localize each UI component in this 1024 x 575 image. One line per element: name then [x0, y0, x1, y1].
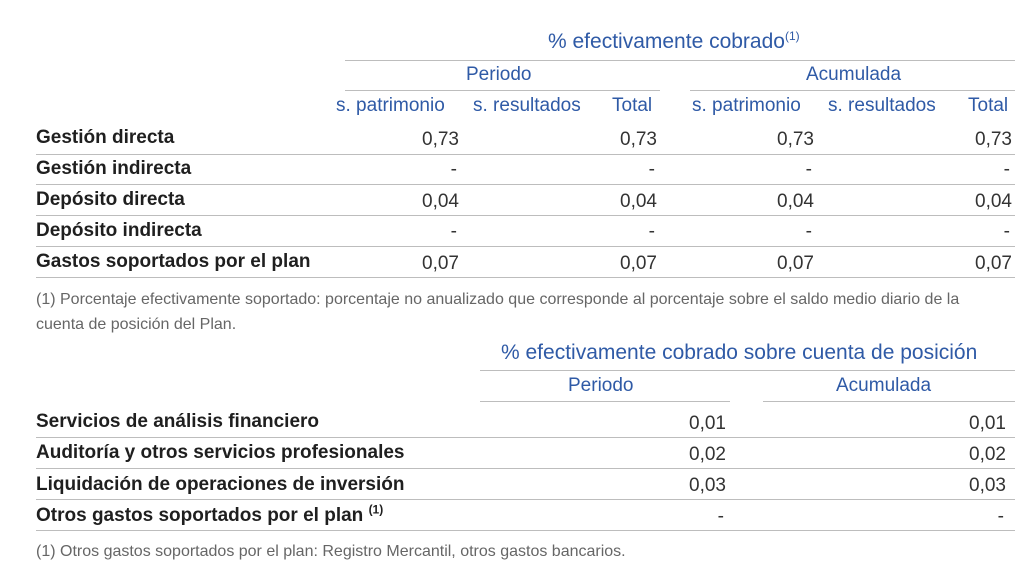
table1-cell: -: [648, 221, 655, 242]
table2-cell: 0,03: [689, 475, 726, 496]
table1-group-acumulada: Acumulada: [806, 64, 902, 85]
table2-cell: 0,03: [969, 475, 1006, 496]
table2-group-rule-periodo: [480, 401, 730, 402]
table1-row-label: Gastos soportados por el plan: [36, 251, 311, 272]
table2-cell: -: [997, 506, 1004, 527]
table1-row-label: Gestión indirecta: [36, 158, 192, 179]
table1-group-periodo: Periodo: [466, 64, 532, 85]
table1-cell: -: [1003, 221, 1010, 242]
table1-col-resultados-acumulada: s. resultados: [828, 95, 936, 116]
table1-col-total-acumulada: Total: [968, 95, 1009, 116]
table1-cell: 0,07: [975, 253, 1012, 274]
table1-row-label: Depósito indirecta: [36, 220, 202, 241]
table1-cell: 0,04: [422, 191, 459, 212]
table1-cell: 0,04: [620, 191, 657, 212]
table1-cell: -: [805, 221, 812, 242]
table1-title-rule: [345, 60, 1015, 61]
table2-cell: 0,02: [689, 444, 726, 465]
table1-row-label: Depósito directa: [36, 189, 185, 210]
table2-cell: 0,01: [969, 413, 1006, 434]
table1-cell: 0,73: [777, 129, 814, 150]
table2-row-label: Auditoría y otros servicios profesionales: [36, 442, 405, 463]
table2-group-periodo: Periodo: [568, 375, 634, 396]
table1-group-rule-periodo: [345, 90, 660, 91]
table1-cell: -: [450, 221, 457, 242]
table2-cell: 0,02: [969, 444, 1006, 465]
table1-title-note: (1): [784, 29, 800, 43]
table1-cell: 0,07: [620, 253, 657, 274]
table1-cell: 0,73: [975, 129, 1012, 150]
table1-title: % efectivamente cobrado$^{(1)}$: [548, 29, 800, 53]
table1-cell: 0,04: [975, 191, 1012, 212]
table1-cell: -: [805, 159, 812, 180]
table2-group-rule-acumulada: [763, 401, 1015, 402]
table2-row-note: (1): [368, 502, 384, 517]
table1-cell: 0,73: [422, 129, 459, 150]
table2-cell: -: [717, 506, 724, 527]
table2-row-label: Liquidación de operaciones de inversión: [36, 474, 405, 495]
table1-cell: -: [450, 159, 457, 180]
table1-group-rule-acumulada: [690, 90, 1015, 91]
table1-cell: 0,07: [777, 253, 814, 274]
table1-col-patrimonio-acumulada: s. patrimonio: [692, 95, 801, 116]
table1-col-resultados-periodo: s. resultados: [473, 95, 581, 116]
table1-footnote: (1) Porcentaje efectivamente soportado: porcentaje no anualizado que corresponde al porcentaje sobre el saldo medio diario de la cuenta de posición del Plan.: [36, 291, 960, 333]
table1-cell: -: [648, 159, 655, 180]
table2-group-acumulada: Acumulada: [836, 375, 932, 396]
table1-cell: 0,07: [422, 253, 459, 274]
table1-cell: -: [1003, 159, 1010, 180]
table1-cell: 0,73: [620, 129, 657, 150]
table2-row-label: Otros gastos soportados por el plan $^{(1)}$: [36, 502, 384, 526]
table2-title-rule: [480, 370, 1015, 371]
table2-row-label: Servicios de análisis financiero: [36, 411, 320, 432]
table2-title: % efectivamente cobrado sobre cuenta de posición: [501, 341, 978, 364]
table1-col-total-periodo: Total: [612, 95, 653, 116]
table1-col-patrimonio-periodo: s. patrimonio: [336, 95, 445, 116]
table1-row-label: Gestión directa: [36, 127, 175, 148]
table1-cell: 0,04: [777, 191, 814, 212]
table2-cell: 0,01: [689, 413, 726, 434]
table2-footnote: (1) Otros gastos soportados por el plan: Registro Mercantil, otros gastos bancarios.: [36, 543, 626, 560]
